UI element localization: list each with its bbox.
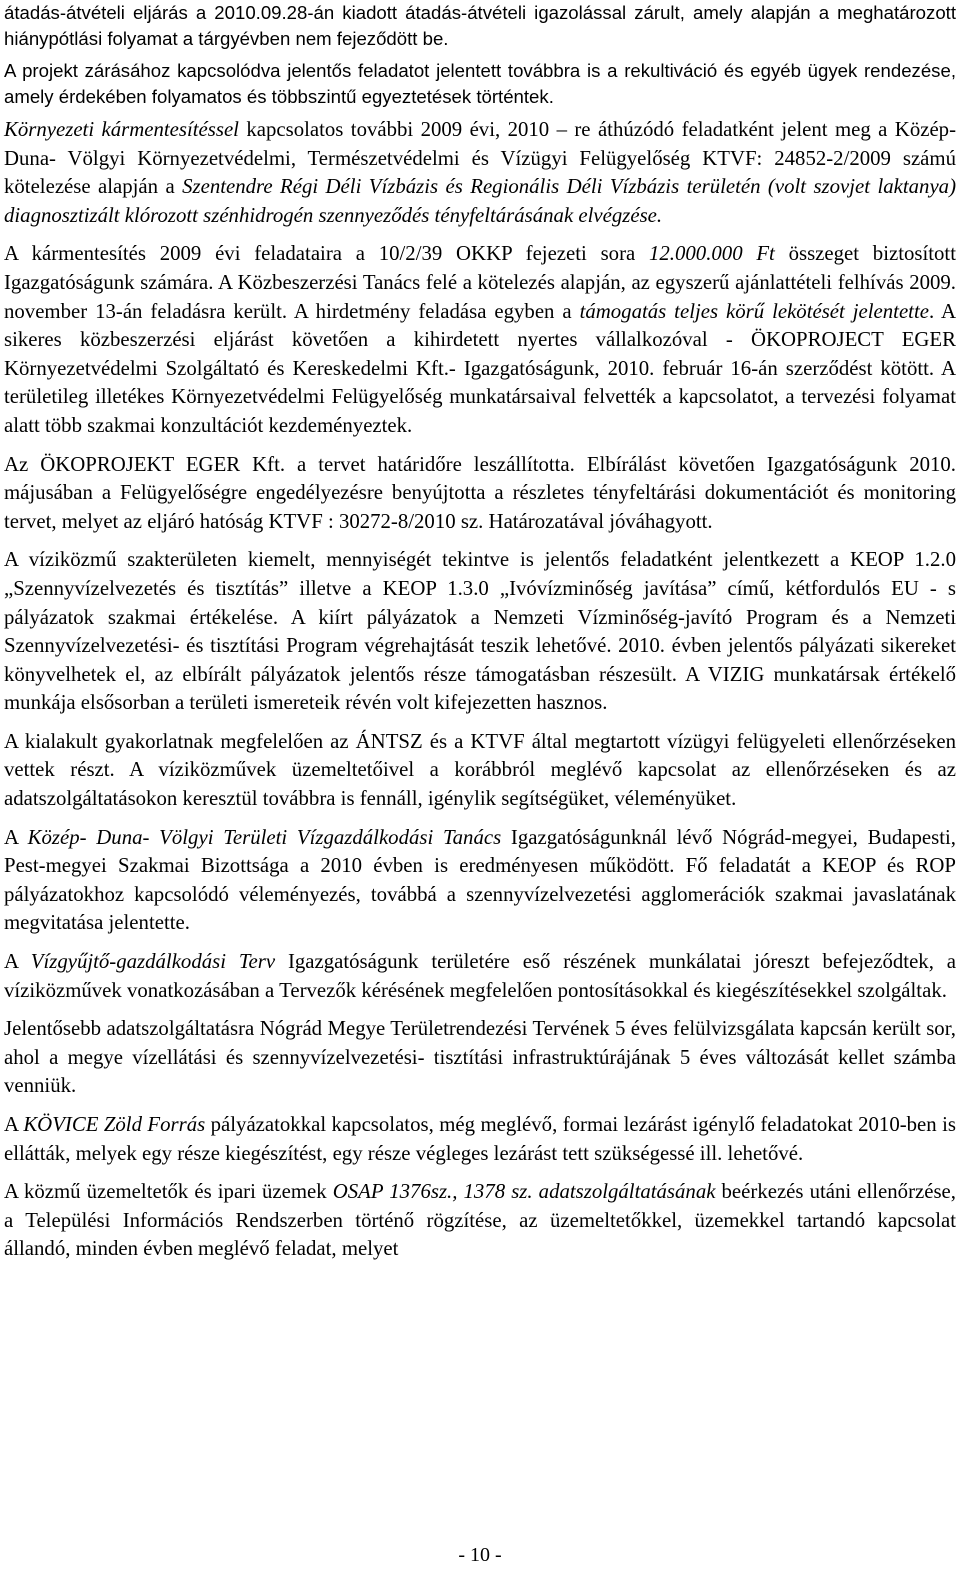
paragraph-10: [4, 1015, 956, 1101]
italic-text-run: KÖVICE Zöld Forrás: [23, 1113, 206, 1136]
paragraph-9: [4, 948, 956, 1005]
text-run: Igazgatóságunknál lévő Nógrád-megyei, Budapesti, Pest-megyei Szakmai Bizottsága a 2010 évben is eredményesen működött. Fő feladatát a KEOP és ROP pályázatokhoz kapcsolódó véleményezés, továbbá a szennyvízelvezetési agglomerációk szakmai javaslatának megvitatása jelentette.: [4, 825, 956, 935]
text-run: átadás-átvételi eljárás a 2010.09.28-án kiadott átadás-átvételi igazolással zárult, amely alapján a meghatározott hiánypótlási folyamat a tárgyévben nem fejeződött be.: [4, 2, 956, 49]
italic-text-run: támogatás teljes körű lekötését jelentette: [579, 299, 929, 323]
paragraph-1: [4, 0, 956, 52]
text-run: A kialakult gyakorlatnak megfelelően az ÁNTSZ és a KTVF által megtartott vízügyi felügyeleti ellenőrzéseken vettek részt. A víziközművek üzemeltetőivel a korábbról meglévő kapcsolat az ellenőrzéseken és az adatszolgáltatásokon keresztül továbbra is fennáll, igénylik segítségüket, véleményüket.: [4, 729, 956, 811]
text-run: A: [4, 950, 31, 974]
text-run: Jelentősebb adatszolgáltatásra Nógrád Megye Területrendezési Tervének 5 éves felülvizsgálata kapcsán került sor, ahol a megye vízellátási és szennyvízelvezetési- tisztítási infrastruktúrájának 5 éves változását kellet számba venniük.: [4, 1017, 956, 1098]
text-run: összeget biztosított Igazgatóságunk számára. A Közbeszerzési Tanács felé a kötelezés alapján, az egyszerű ajánlattételi felhívás 2009. november 13-án feladásra került. A hirdetmény feladása egyben a: [4, 242, 956, 323]
italic-text-run: 12.000.000 Ft: [649, 242, 775, 266]
paragraph-2: [4, 58, 956, 110]
text-run: A: [4, 825, 28, 849]
text-run: A víziközmű szakterületen kiemelt, mennyiségét tekintve is jelentős feladatként jelentkezett a KEOP 1.2.0 „Szennyvízelvezetés és tisztítás” illetve a KEOP 1.3.0 „Ivóvízminőség javítása” című, kétfordulós EU - s pályázatok szakmai értékelése. A kiírt pályázatok a Nemzeti Vízminőség-javító Program és a Nemzeti Szennyvízelvezetési- és tisztítási Program végrehajtását teszik lehetővé. 2010. évben jelentős pályázati sikereket könyvelhetek el, az elbírált pályázatok jelentős része támogatásban részesült. A VIZIG munkatársak értékelő munkája elsősorban a területi ismereteik révén volt kifejezetten hasznos.: [4, 548, 956, 715]
paragraph-6: [4, 546, 956, 718]
paragraph-3: [4, 116, 956, 230]
text-run: A projekt zárásához kapcsolódva jelentős feladatot jelentett továbbra is a rekultiváció és egyéb ügyek rendezése, amely érdekében folyamatos és többszintű egyeztetések történtek.: [4, 60, 956, 107]
italic-text-run: OSAP 1376sz., 1378 sz. adatszolgáltatásának: [332, 1180, 716, 1204]
italic-text-run: Vízgyűjtő-gazdálkodási Terv: [30, 950, 276, 974]
text-run: beérkezés utáni ellenőrzése, a Települési Információs Rendszerben történő rögzítése, az üzemeltetőkkel, üzemekkel tartandó kapcsolat állandó, minden évben meglévő feladat, melyet: [4, 1180, 956, 1261]
text-run: Igazgatóságunk területére eső részének munkálatai jóreszt befejeződtek, a víziközművek vonatkozásában a Tervezők kérésének megfelelően pontosításokkal és kiegészítésekkel szolgáltak.: [4, 950, 957, 1002]
italic-text-run: Közép- Duna- Völgyi Területi Vízgazdálkodási Tanács: [27, 825, 502, 849]
text-run: . A sikeres közbeszerzési eljárást követően a kihirdetett nyertes vállalkozóval - ÖKOPROJECT EGER Környezetvédelmi Szolgáltató és Kereskedelmi Kft.- Igazgatóságunk, 2010. február 16-án szerződést kötött. A területileg illetékes Környezetvédelmi Felügyelőség munkatársaival felvették a kapcsolatot, a tervezési folyamat alatt több szakmai konzultációt kezdeményeztek.: [4, 299, 956, 437]
paragraph-4: [4, 240, 956, 440]
paragraph-12: [4, 1178, 956, 1264]
text-run: Az ÖKOPROJEKT EGER Kft. a tervet határidőre leszállította. Elbírálást követően Igazgatóságunk 2010. májusában a Felügyelőségre engedélyezésre benyújtotta a részletes tényfeltárási dokumentációt és monitoring tervet, melyet az eljáró hatóság KTVF : 30272-8/2010 sz. Határozatával jóváhagyott.: [4, 452, 956, 533]
text-run: pályázatokkal kapcsolatos, még meglévő, formai lezárást igénylő feladatokat 2010-ben is ellátták, melyek egy része kiegészítést, egy része végleges lezárást tett szükségessé ill. lehetővé.: [4, 1113, 956, 1165]
document-page: [4, 0, 956, 1264]
paragraph-11: [4, 1111, 956, 1168]
text-run: A: [4, 1113, 24, 1136]
italic-text-run: Környezeti kármentesítéssel: [4, 118, 239, 141]
italic-text-run: Szentendre Régi Déli Vízbázis és Regionális Déli Vízbázis területén (volt szovjet laktanya) diagnosztizált klórozott szénhidrogén szennyeződés tényfeltárásának elvégzése.: [4, 175, 956, 227]
paragraph-7: [4, 728, 956, 814]
paragraph-8: [4, 824, 956, 938]
text-run: kapcsolatos további 2009 évi, 2010 – re áthúzódó feladatként jelent meg a Közép- Duna- Völgyi Környezetvédelmi, Természetvédelmi és Vízügyi Felügyelőség KTVF: 24852-2/2009 számú kötelezése alapján a: [4, 118, 956, 199]
text-run: A kármentesítés 2009 évi feladataira a 10/2/39 OKKP fejezeti sora: [4, 242, 649, 266]
page-number: - 10 -: [458, 1544, 502, 1566]
paragraph-5: [4, 451, 956, 537]
text-run: A közmű üzemeltetők és ipari üzemek: [4, 1180, 333, 1204]
